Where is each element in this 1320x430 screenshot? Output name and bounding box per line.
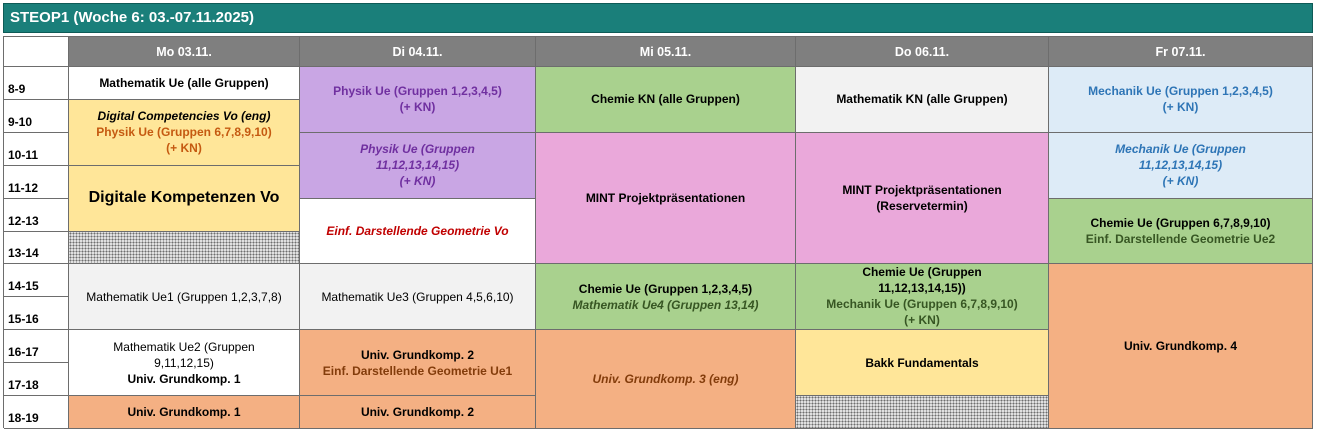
event-label: Einf. Darstellende Geometrie Ue2 [1085,232,1276,247]
event-mathe-ue[interactable] [69,67,300,100]
event-label: Chemie KN (alle Gruppen) [591,92,740,107]
event-chemie-kn[interactable] [536,67,796,133]
event-digital-competencies-physik[interactable] [69,100,300,166]
event-label: Mathematik Ue4 (Gruppen 13,14) [572,297,759,312]
corner-cell [4,37,69,67]
event-label: Univ. Grundkomp. 2 [360,405,475,420]
event-label: Digital Competencies Vo (eng) [97,109,271,124]
event-mathe-kn[interactable] [796,67,1049,133]
page-title: STEOP1 (Woche 6: 03.-07.11.2025) [3,3,1313,33]
timetable-grid [3,36,1313,428]
event-label: Mathematik Ue1 (Gruppen 1,2,3,7,8) [86,289,282,304]
day-header-do: Do 06.11. [796,37,1049,67]
time-slot: 16-17 [4,330,69,363]
event-label: 11,12,13,14,15) [375,158,460,173]
event-grundkomp4[interactable] [1049,264,1313,429]
event-label: Mathematik KN (alle Gruppen) [836,92,1008,107]
event-label: 11,12,13,14,15) [1138,158,1223,173]
event-mechanik-ue2[interactable] [1049,133,1313,199]
event-digitale-kompetenzen[interactable] [69,166,300,232]
event-bakk-fundamentals[interactable] [796,330,1049,396]
event-mint-reserve[interactable] [796,133,1049,265]
event-label: Einf. Darstellende Geometrie Vo [326,224,509,239]
day-header-mo: Mo 03.11. [69,37,300,67]
event-physik-ue2[interactable] [300,133,536,199]
event-label: (+ KN) [166,141,202,156]
event-label: Univ. Grundkomp. 1 [127,371,241,386]
event-label: Univ. Grundkomp. 4 [1123,339,1238,354]
event-chemie-ue-mathe-ue4[interactable] [536,264,796,330]
event-label: Digitale Kompetenzen Vo [88,189,280,207]
event-chemie-ue-mechanik-ue[interactable] [796,264,1049,330]
event-label: (+ KN) [1162,100,1199,115]
event-grundkomp2[interactable] [300,396,536,429]
day-header-mi: Mi 05.11. [536,37,796,67]
event-label: Univ. Grundkomp. 2 [360,347,475,362]
event-mechanik-ue[interactable] [1049,67,1313,133]
event-grundkomp2-geometrie-ue1[interactable] [300,330,536,396]
blocked-slot [69,232,300,265]
event-mint[interactable] [536,133,796,265]
time-slot: 12-13 [4,199,69,232]
time-slot: 13-14 [4,232,69,265]
time-slot: 18-19 [4,396,69,429]
day-header-fr: Fr 07.11. [1049,37,1313,67]
time-slot: 9-10 [4,100,69,133]
event-label: (+ KN) [399,100,436,115]
event-label: Univ. Grundkomp. 1 [127,405,241,420]
event-mathe-ue3[interactable] [300,264,536,330]
event-label: Mechanik Ue (Gruppen 6,7,8,9,10) [826,297,1018,312]
event-chemie-ue-geometrie-ue2[interactable] [1049,199,1313,265]
event-label: (Reservetermin) [876,199,968,214]
event-label: MINT Projektpräsentationen [842,183,1002,198]
event-label: Mechanik Ue (Gruppen [1115,142,1246,157]
event-label: Mathematik Ue (alle Gruppen) [99,75,269,90]
event-label: Mathematik Ue2 (Gruppen [113,339,255,354]
blocked-slot [796,396,1049,429]
day-header-di: Di 04.11. [300,37,536,67]
event-label: 11,12,13,14,15)) [878,281,966,296]
event-geometrie-vo[interactable] [300,199,536,265]
event-mathe-ue1[interactable] [69,264,300,330]
event-label: MINT Projektpräsentationen [585,191,746,206]
event-label: Bakk Fundamentals [865,355,979,370]
event-label: Mechanik Ue (Gruppen 1,2,3,4,5) [1088,84,1273,99]
time-slot: 11-12 [4,166,69,199]
event-label: (+ KN) [1162,174,1199,189]
event-label: Mathematik Ue3 (Gruppen 4,5,6,10) [321,289,514,304]
event-label: Physik Ue (Gruppen 1,2,3,4,5) [333,84,502,99]
event-physik-ue[interactable] [300,67,536,133]
event-mathe-ue2-grundkomp1[interactable] [69,330,300,396]
event-label: 9,11,12,15) [154,355,214,370]
time-slot: 15-16 [4,297,69,330]
event-label: (+ KN) [399,174,436,189]
event-grundkomp1[interactable] [69,396,300,429]
event-label: Einf. Darstellende Geometrie Ue1 [322,363,513,378]
event-label: Univ. Grundkomp. 3 (eng) [592,372,739,387]
event-label: Physik Ue (Gruppen 6,7,8,9,10) [96,125,272,140]
time-slot: 10-11 [4,133,69,166]
event-label: (+ KN) [904,313,940,328]
event-grundkomp3[interactable] [536,330,796,429]
event-label: Chemie Ue (Gruppen [862,265,982,280]
event-label: Chemie Ue (Gruppen 6,7,8,9,10) [1090,216,1271,231]
time-slot: 8-9 [4,67,69,100]
time-slot: 17-18 [4,363,69,396]
event-label: Physik Ue (Gruppen [360,142,475,157]
event-label: Chemie Ue (Gruppen 1,2,3,4,5) [578,281,753,296]
time-slot: 14-15 [4,264,69,297]
